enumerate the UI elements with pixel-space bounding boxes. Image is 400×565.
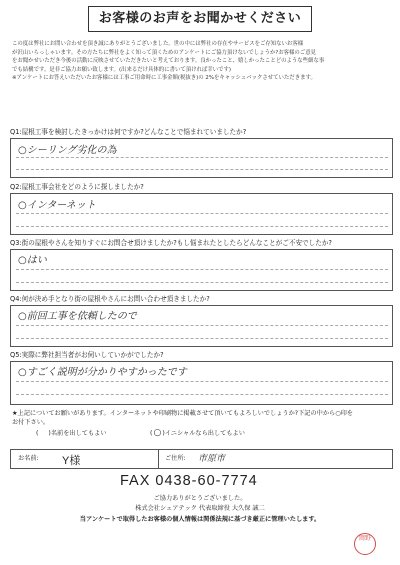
question-1-answer-box	[10, 138, 393, 178]
question-3-label: Q3:街の屋根やさんを知りすぐにお問合せ頂けましたか?もし悩まれたとしたらどんなことがご不安でしたか?	[10, 239, 332, 247]
name-address-divider	[158, 450, 159, 468]
option-initial-row[interactable]: (○)イニシャルなら出してもよい	[150, 428, 245, 438]
name-value: Y様	[62, 455, 81, 467]
address-label: ご住所:	[165, 455, 186, 462]
question-5-label: Q5:実際に弊社担当者がお伺いしていかがでしたか?	[10, 351, 164, 359]
fax-number: FAX 0438-60-7774	[120, 473, 258, 489]
answer-line	[16, 213, 388, 214]
question-2-label: Q2:屋根工事会社をどのように探しましたか?	[10, 183, 144, 191]
question-3-answer-box	[10, 249, 393, 291]
option-name-row[interactable]: ( )名前を出してもよい	[36, 430, 107, 437]
question-4-label: Q4:何が決め手となり街の屋根やさんにお問い合わせ頂きましたか?	[10, 295, 210, 303]
answer-line	[16, 169, 388, 170]
answer-line	[16, 226, 388, 227]
privacy-text: 当アンケートで取得したお客様の個人情報は関係法規に基づき厳正に管理いたします。	[79, 516, 321, 523]
option-initial-label: イニシャルなら出してもよい	[164, 430, 245, 437]
question-4-answer: ○前回工事を依頼したので	[18, 311, 137, 322]
answer-line	[16, 269, 388, 270]
address-value: 市原市	[198, 454, 226, 464]
answer-line	[16, 282, 388, 283]
thanks-text: ご協力ありがとうございました。	[153, 495, 247, 502]
answer-line	[16, 157, 388, 158]
answer-line	[16, 381, 388, 382]
intro-text: この度は弊社にお問い合わせを頂き誠にありがとうございました。世の中には弊社の存在やサービスをご存知ないお客様 が沢山いらっしゃいます。その方たちに弊社をよく知って頂くためのアンケートにご協力頂けないでしょうか?お客様のご意見 をお聞かせいただき今後の活動に反映させていただきたいと考えております。良かったこと、嬉しかったことどのような些細な事 でも結構です。是非ご協力お願い致します。(出来るだけ具体的に書いて頂ければ幸いです) ※アンケートにお答えいただいたお客様には工事ご用命時に工事金額(税抜き)の 2%をキャッシュバックさせていただきます。	[12, 41, 325, 82]
name-label: お名前:	[18, 455, 39, 462]
publish-request-text: ★上記についてお願いがあります。インターネットや印刷物に掲載させて頂いてもよろしいでしょうか?下記の中から○印を お付下さい。	[12, 410, 353, 426]
seal-stamp: 岡野	[354, 533, 376, 555]
answer-line	[16, 325, 388, 326]
question-1-answer: ○シーリング劣化の為	[18, 145, 117, 156]
answer-line	[16, 394, 388, 395]
question-5-answer: ○すごく説明が分かりやすかったです	[18, 367, 187, 378]
option-name-label: 名前を出してもよい	[50, 430, 107, 437]
question-2-answer: ○インターネット	[18, 200, 96, 211]
question-3-answer: ○はい	[18, 255, 47, 266]
survey-title: お客様のお声をお聞かせください	[88, 6, 312, 32]
answer-line	[16, 338, 388, 339]
option-initial-mark: ○	[153, 428, 162, 438]
company-text: 株式会社シェアテック 代表取締役 大久保 誠二	[135, 505, 265, 512]
question-1-label: Q1:屋根工事を検討したきっかけは何ですか?どんなことで悩まれていましたか?	[10, 128, 247, 136]
